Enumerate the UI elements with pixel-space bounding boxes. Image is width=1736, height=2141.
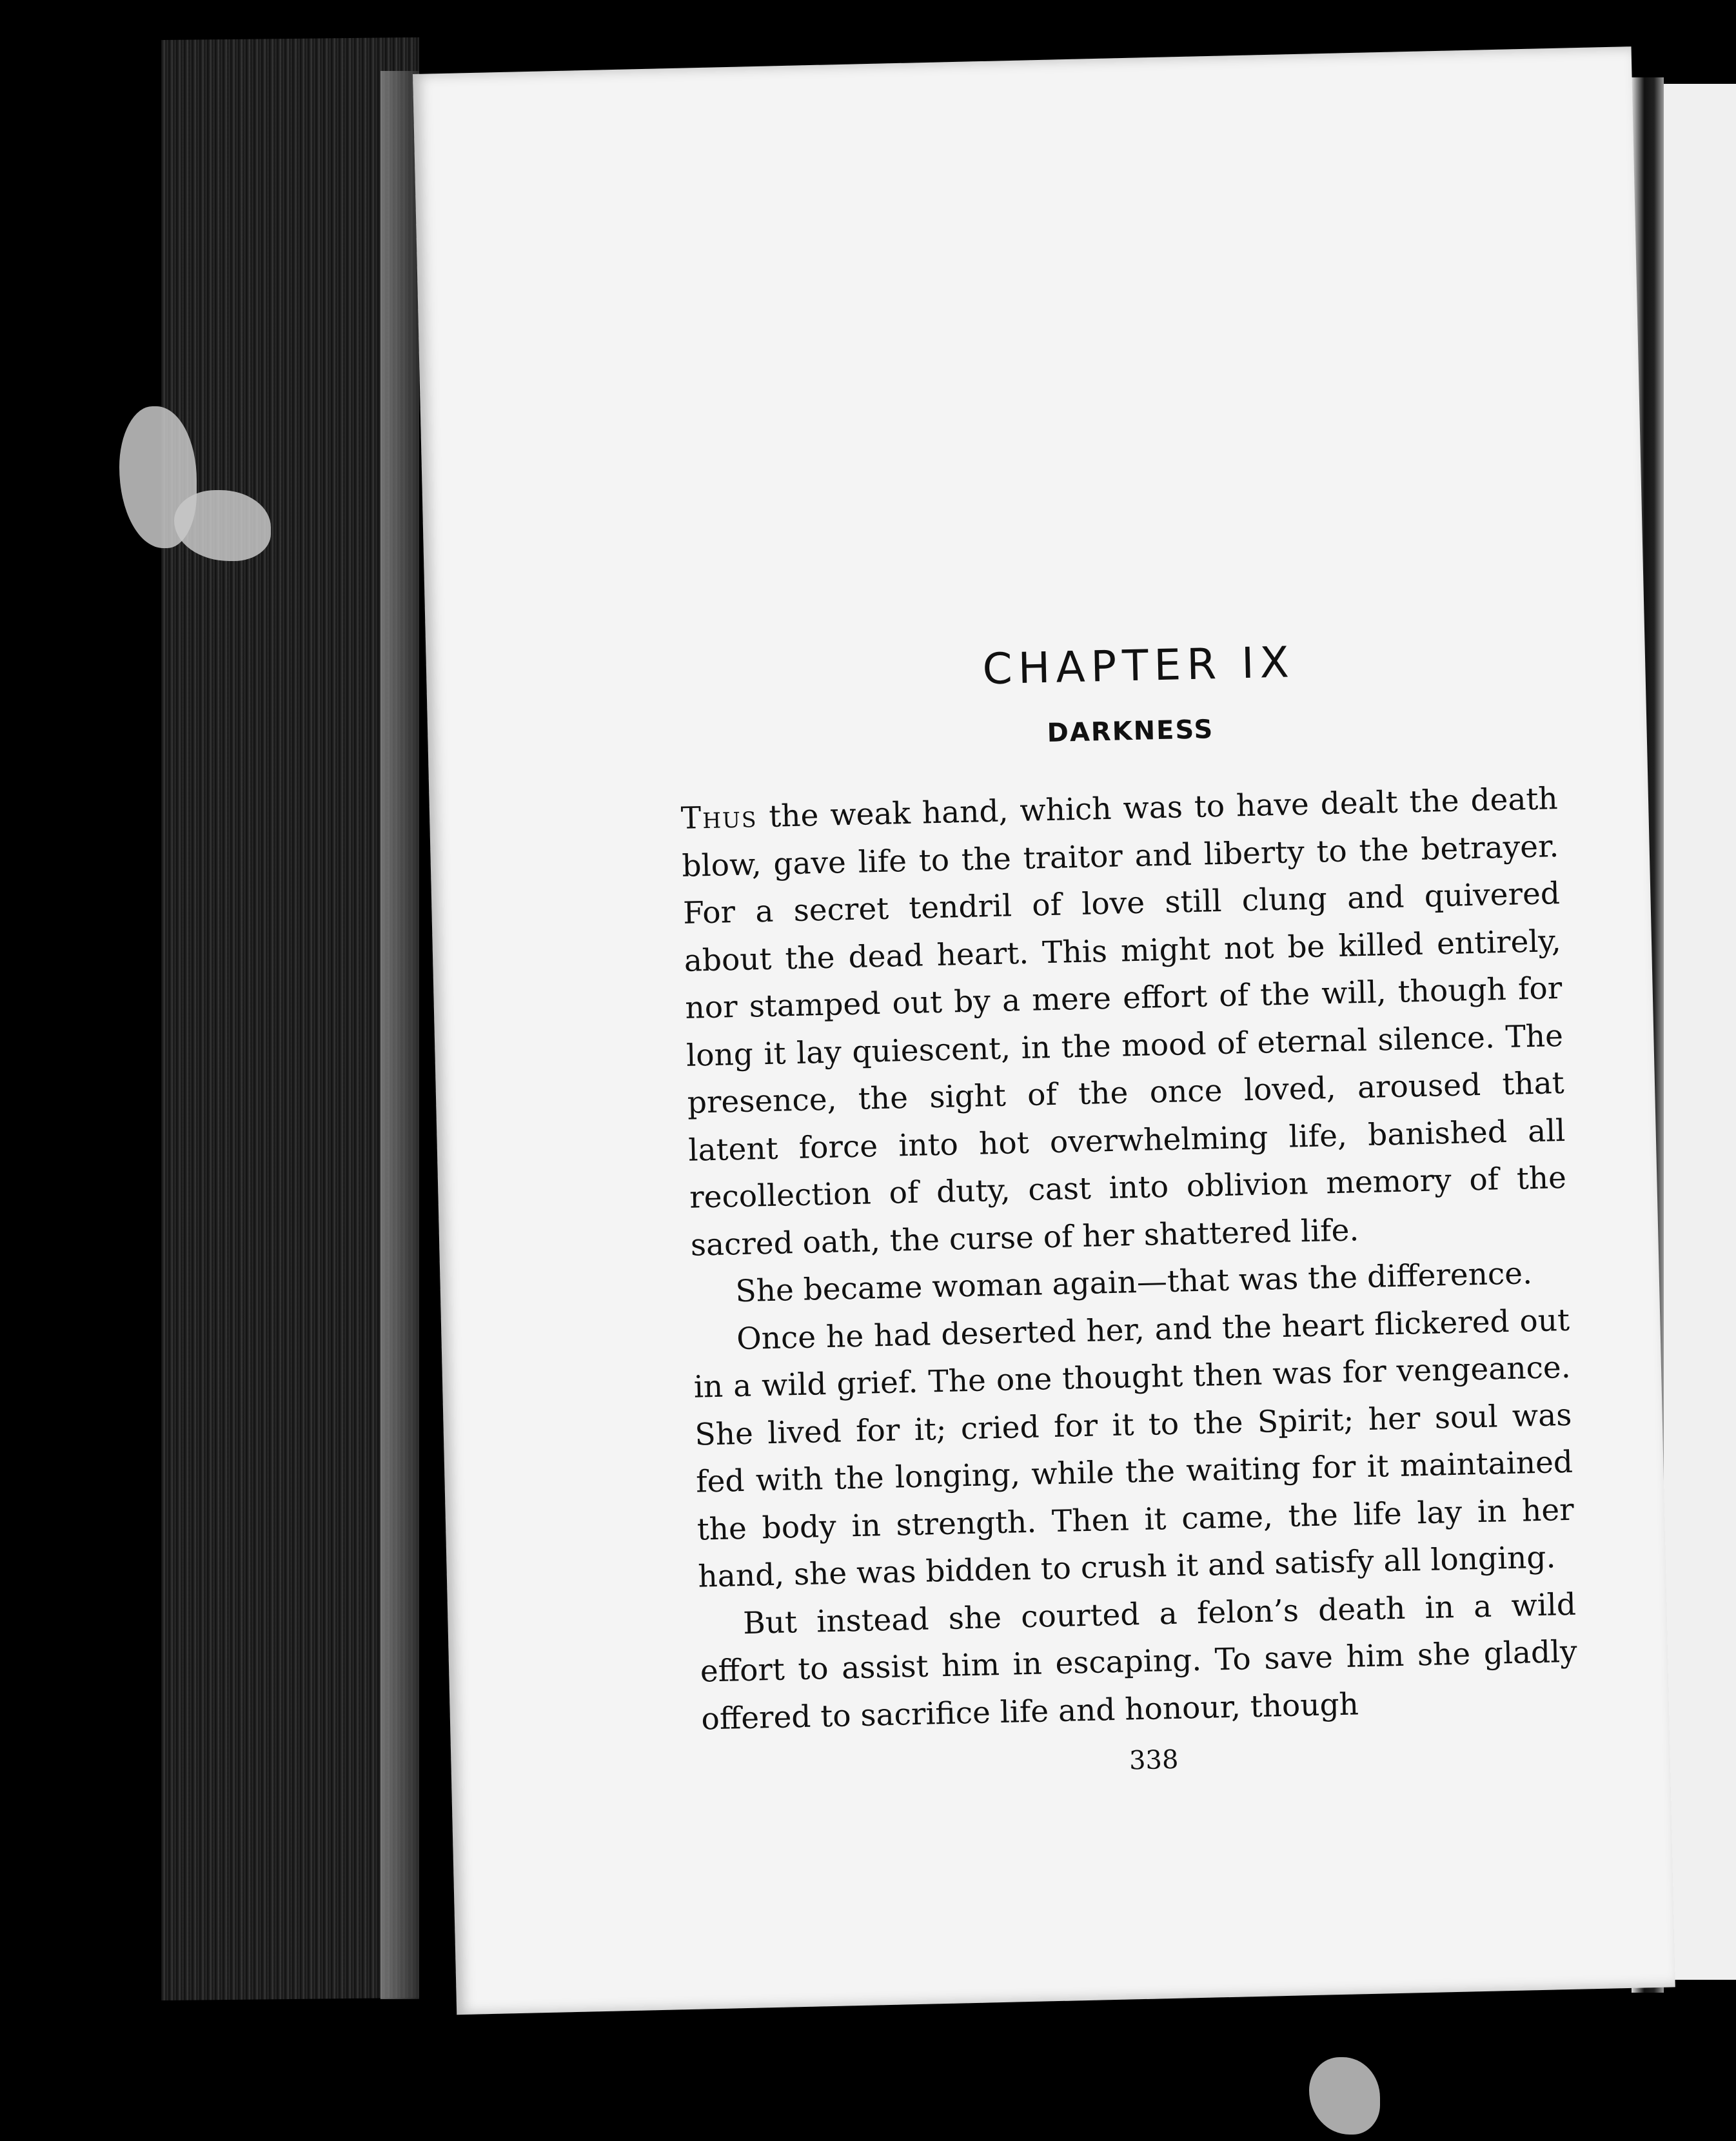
facing-page — [1664, 84, 1736, 1980]
page-edge-shadow — [380, 71, 419, 1999]
paragraph-2: She became woman again—that was the difference. — [735, 1256, 1533, 1310]
paragraph-1 — [680, 775, 1568, 1269]
lead-word: Thus — [680, 799, 758, 836]
page-number: 338 — [1129, 1744, 1179, 1776]
paper-blemish — [1309, 2057, 1380, 2135]
paragraph-1-text: the weak hand, which was to have dealt the death blow, gave life to the traitor and liberty to the betrayer. For a secret tendril of love still clung and quivered about the dead heart. This might not be killed entirely, nor stamped out by a mere effort of the will, though for long it lay quiescent, in the mood of eternal silence. The presence, the sight of the once loved, aroused that latent force into hot overwhelming life, banished all recollection of duty, cast into oblivion memory of the sacred oath, the curse of her shattered life. — [681, 781, 1567, 1263]
page-text-block — [677, 631, 1580, 1785]
chapter-title: CHAPTER IX — [981, 637, 1296, 695]
chapter-subtitle: DARKNESS — [1047, 715, 1214, 749]
paragraph-4: But instead she courted a felon’s death in a wild effort to assist him in escaping. To save him she gladly offered to sacrifice life and honour, though — [700, 1586, 1578, 1737]
paragraph-3: Once he had deserted her, and the heart flickered out in a wild grief. The one thought then was for vengeance. She lived for it; cried for it to the Spirit; her soul was fed with the longing, while the waiting for it maintained the body in strength. Then it came, the life lay in her hand, she was bidden to crush it and satisfy all longing. — [693, 1302, 1575, 1595]
